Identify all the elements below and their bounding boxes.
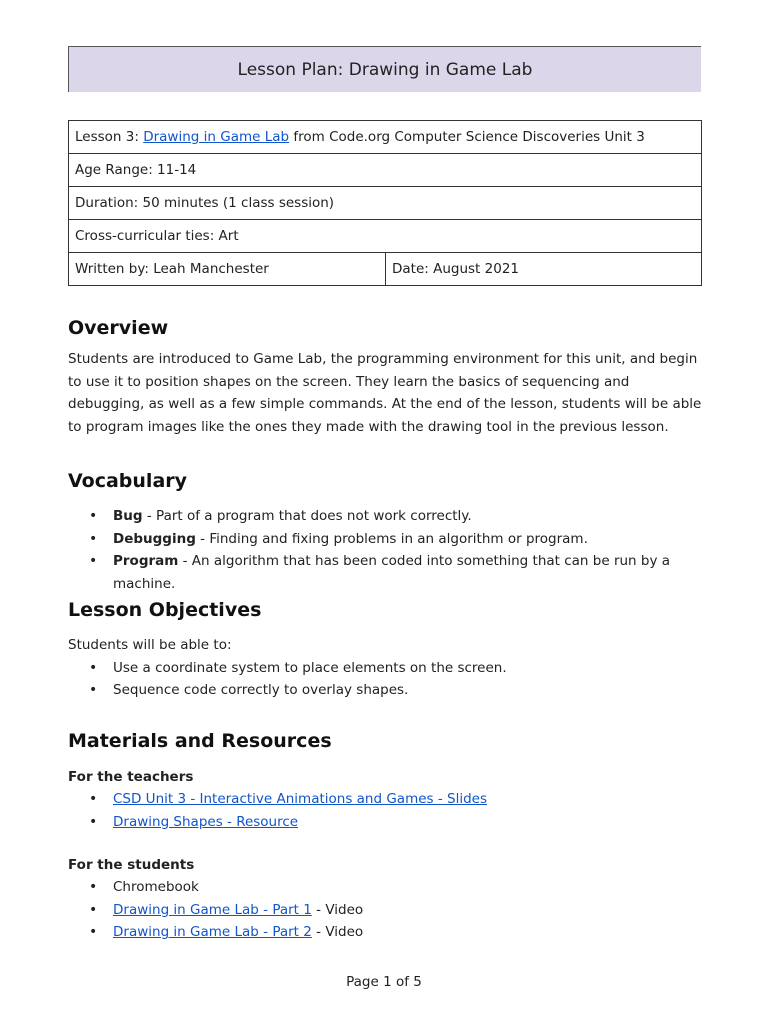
video-suffix: - Video: [311, 901, 364, 918]
date-cell: Date: August 2021: [386, 253, 702, 286]
lesson-suffix: from Code.org Computer Science Discoveries Unit 3: [289, 129, 645, 145]
list-item: • Sequence code correctly to overlay shapes.: [68, 679, 708, 702]
vocabulary-section: [68, 470, 708, 595]
page-number: Page 1 of 5: [346, 974, 422, 990]
list-item: • Chromebook: [68, 876, 708, 899]
list-item: [68, 811, 708, 834]
teachers-label: For the teachers: [68, 769, 194, 785]
list-item: [68, 899, 708, 922]
table-row: [69, 253, 702, 286]
vocab-definition: - Part of a program that does not work correctly.: [142, 508, 472, 524]
vocab-term: Bug: [113, 508, 143, 524]
video-suffix: - Video: [311, 924, 364, 940]
video-part2-link[interactable]: Drawing in Game Lab - Part 2: [113, 924, 312, 940]
vocab-term: Program: [113, 553, 179, 569]
list-item: [68, 788, 708, 811]
students-list: [68, 876, 708, 944]
overview-heading: Overview: [68, 317, 169, 339]
resource-link[interactable]: Drawing Shapes - Resource: [113, 813, 299, 830]
vocab-definition: - An algorithm that has been coded into something that can be run by a machine.: [113, 553, 671, 592]
list-item: [68, 528, 708, 551]
cross-curricular-cell: Cross-curricular ties: Art: [69, 220, 702, 253]
page-title-text: Lesson Plan: Drawing in Game Lab: [237, 59, 533, 80]
page-title: [68, 46, 701, 92]
students-label: For the students: [68, 857, 195, 873]
list-item: [68, 505, 708, 528]
objectives-section: [68, 599, 708, 702]
objectives-list: [68, 657, 708, 702]
vocab-term: Debugging: [113, 530, 196, 547]
vocab-definition: - Finding and fixing problems in an algorithm or program.: [195, 530, 588, 547]
vocabulary-list: [68, 505, 708, 595]
table-row: [69, 121, 702, 154]
list-item: • Use a coordinate system to place elements on the screen.: [68, 657, 708, 680]
overview-section: [68, 317, 708, 438]
objectives-intro: Students will be able to:: [68, 637, 232, 653]
table-row: [69, 220, 702, 253]
video-part1-link[interactable]: Drawing in Game Lab - Part 1: [113, 901, 312, 918]
age-range-cell: Age Range: 11-14: [69, 154, 702, 187]
list-item: [68, 921, 708, 944]
lesson-link[interactable]: Drawing in Game Lab: [143, 129, 290, 145]
table-row: [69, 187, 702, 220]
materials-heading: Materials and Resources: [68, 730, 332, 752]
teachers-list: [68, 788, 708, 833]
slides-link[interactable]: CSD Unit 3 - Interactive Animations and Games - Slides: [113, 791, 488, 807]
lesson-info-table: [68, 120, 702, 286]
written-by-cell: Written by: Leah Manchester: [69, 253, 386, 286]
list-item: [68, 550, 708, 595]
duration-cell: Duration: 50 minutes (1 class session): [69, 187, 702, 220]
lesson-cell: [69, 121, 702, 154]
table-row: [69, 154, 702, 187]
materials-section: [68, 730, 708, 944]
objectives-heading: Lesson Objectives: [68, 599, 262, 621]
overview-text: Students are introduced to Game Lab, the programming environment for this unit, and begin to use it to position shapes on the screen. They learn the basics of sequencing and debugging, as well as a few simple commands. At the end of the lesson, students will be able to program images like the ones they made with the drawing tool in the previous lesson.: [68, 351, 702, 435]
vocabulary-heading: Vocabulary: [68, 470, 188, 492]
lesson-prefix: Lesson 3:: [75, 129, 144, 145]
